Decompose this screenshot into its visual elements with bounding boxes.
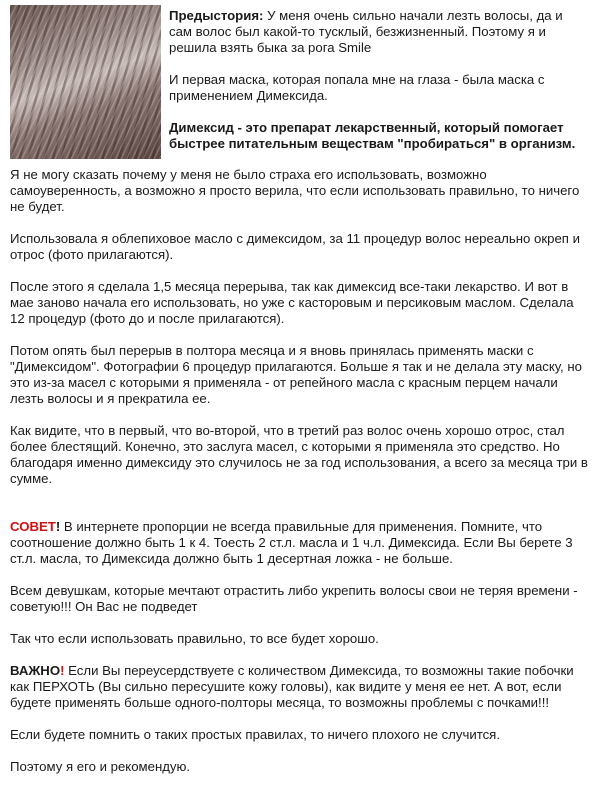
advice-label-mark: !: [55, 519, 61, 534]
advice-paragraph: [10, 519, 590, 567]
warning-text: Если Вы переусердствуете с количеством Димексида, то возможны такие побочки как ПЕРХОТЬ (Вы сильно пересушите кожу головы), как видите у меня ее нет. А вот, если будете применять больше одного-полторы месяца, то возможны проблемы с почками!!!: [10, 663, 574, 710]
advice-label: СОВЕТ: [10, 519, 56, 534]
paragraph-8: Так что если использовать правильно, то все будет хорошо.: [10, 631, 379, 646]
paragraph-3: После этого я сделала 1,5 месяца перерыва, так как димексид все-таки лекарство. И вот в мае заново начала его использовать, но уже с касторовым и персиковым маслом. Сделала 12 процедур (фото до и после прилагаются).: [10, 279, 574, 326]
paragraph-7: Всем девушкам, которые мечтают отрастить либо укрепить волосы свои не теряя времени - советую!!! Он Вас не подведет: [10, 583, 578, 614]
paragraph-1: Я не могу сказать почему у меня не было страха его использовать, возможно самоуверенность, а возможно я просто верила, что если использовать правильно, то ничего не будет.: [10, 167, 580, 214]
intro-paragraph-1: [169, 8, 589, 56]
intro-block: [169, 8, 589, 168]
warning-paragraph: [10, 663, 590, 711]
warning-label-mark: !: [60, 663, 65, 678]
intro-text: У меня очень сильно начали лезть волосы, да и сам волос был какой-то тусклый, безжизненный. Поэтому я и решила взять быка за рога Smile: [169, 8, 563, 55]
paragraph-11: Поэтому я его и рекомендую.: [10, 759, 191, 774]
advice-text: В интернете пропорции не всегда правильные для применения. Помните, что соотношение должно быть 1 к 4. Тоесть 2 ст.л. масла и 1 ч.л. Димексида. Если Вы берете 3 ст.л. масла, то Димексида должно быть 1 десертная ложка - не больше.: [10, 519, 573, 566]
paragraph-10: Если будете помнить о таких простых правилах, то ничего плохого не случится.: [10, 727, 500, 742]
intro-label: Предыстория:: [169, 8, 264, 23]
paragraph-5: Как видите, что в первый, что во-второй, что в третий раз волос очень хорошо отрос, стал более блестящий. Конечно, это заслуга масел, с которыми я применяла это средство. Но благодаря именно димексиду это случилось не за год использования, а всего за месяца три в сумме.: [10, 423, 588, 486]
review-body: [10, 167, 590, 791]
intro-paragraph-3: Димексид - это препарат лекарственный, который помогает быстрее питательным веществам "пробираться" в организм.: [169, 120, 576, 151]
intro-paragraph-2: И первая маска, которая попала мне на глаза - была маска с применением Димексида.: [169, 72, 545, 103]
warning-label: ВАЖНО: [10, 663, 61, 678]
paragraph-2: Использовала я облепиховое масло с димексидом, за 11 процедур волос нереально окреп и отрос (фото прилагаются).: [10, 231, 580, 262]
paragraph-4: Потом опять был перерыв в полтора месяца и я вновь принялась применять маски с "Димексидом". Фотографии 6 процедур прилагаются. Больше я так и не делала эту маску, но это из-за масел с которыми я применяла - от репейного масла с красным перцем начали лезть волосы и я прекратила ее.: [10, 343, 583, 406]
spacer: [10, 503, 590, 519]
hair-photo[interactable]: [10, 5, 161, 159]
